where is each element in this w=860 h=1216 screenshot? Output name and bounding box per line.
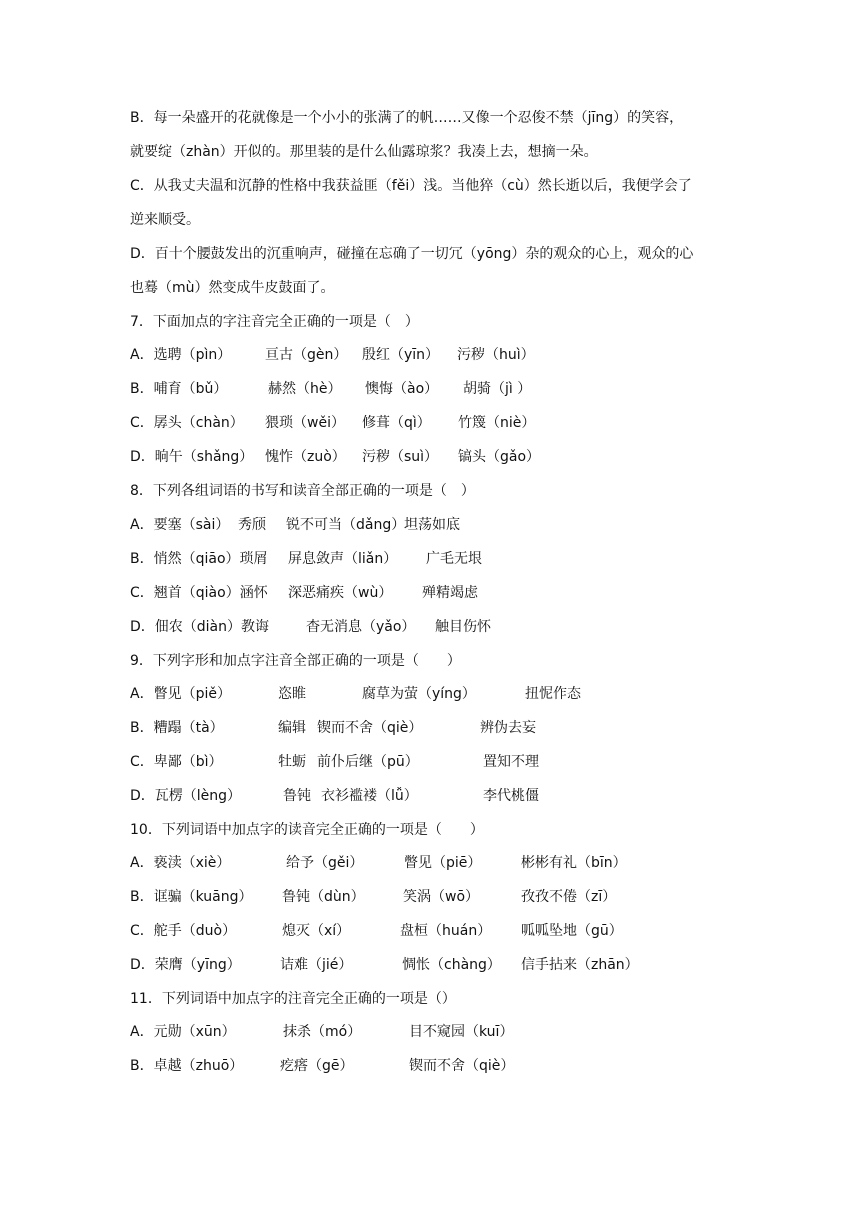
option-cell: D．佃农（diàn）教诲 [130,619,270,635]
q6-option-d-line1: D．百十个腰鼓发出的沉重响声，碰撞在忘确了一切冗（yōng）杂的观众的心上，观众的心 [130,246,694,262]
q11-title: 11．下列词语中加点字的注音完全正确的一项是（） [130,991,456,1007]
option-cell: 修葺（qì） [362,415,431,431]
q6-option-c-line2: 逆来顺受。 [130,212,200,228]
option-cell: 置知不理 [483,754,539,770]
option-cell: D．荣膺（yīng） [130,957,241,973]
option-cell: 惆怅（chàng） [402,957,501,973]
q11-option-a [130,1022,770,1042]
q10-option-d [130,955,770,975]
option-cell: 竹篾（niè） [458,415,536,431]
q8-title: 8．下列各组词语的书写和读音全部正确的一项是（ ） [130,483,475,499]
q11-option-b [130,1056,770,1076]
q7-option-d [130,447,770,467]
q8-option-d [130,617,770,637]
q9-option-c [130,752,770,772]
option-cell: B．哺育（bǔ） [130,381,228,397]
q7-option-c [130,413,770,433]
q8-option-b [130,549,770,569]
option-cell: 殚精竭虑 [422,585,478,601]
option-cell: 诘难（jié） [280,957,353,973]
option-cell: D．晌午（shǎng） [130,449,254,465]
option-cell: B．诓骗（kuāng） [130,889,253,905]
q9-option-d [130,786,770,806]
option-cell: 信手拈来（zhān） [521,957,639,973]
option-cell: 鲁钝 [283,788,311,804]
option-cell: 给予（gěi） [286,855,364,871]
option-cell: 熄灭（xí） [282,923,351,939]
q9-option-a [130,684,770,704]
option-cell: 愧怍（zuò） [265,449,346,465]
q6-option-d-line2: 也蓦（mù）然变成牛皮鼓面了。 [130,280,335,296]
option-cell: D．瓦楞（lèng） [130,788,242,804]
option-cell: 牡蛎 [278,754,306,770]
option-cell: 镐头（gǎo） [458,449,541,465]
option-cell: 衣衫褴褛（lǚ） [321,788,418,804]
option-cell: 触目伤怀 [435,619,491,635]
q10-option-b [130,887,770,907]
option-cell: 亘古（gèn） [265,347,348,363]
option-cell: B．悄然（qiāo）琐屑 [130,551,268,567]
option-cell: A．要塞（sài） [130,517,230,533]
option-cell: 编辑 [278,720,306,736]
option-cell: 猥琐（wěi） [265,415,345,431]
option-cell: 抹杀（mó） [283,1024,362,1040]
option-cell: 坦荡如底 [404,517,460,533]
option-cell: 李代桃僵 [483,788,539,804]
option-cell: 盘桓（huán） [400,923,492,939]
option-cell: B．糟蹋（tà） [130,720,224,736]
option-cell: 彬彬有礼（bīn） [521,855,627,871]
option-cell: 疙瘩（gē） [280,1058,354,1074]
option-cell: 呱呱坠地（gū） [521,923,623,939]
q10-option-a [130,853,770,873]
option-cell: 恣睢 [278,686,306,702]
q8-option-a [130,515,770,535]
option-cell: 目不窥园（kuī） [409,1024,514,1040]
option-cell: C．卑鄙（bì） [130,754,223,770]
option-cell: C．孱头（chàn） [130,415,244,431]
option-cell: 锲而不舍（qiè） [317,720,423,736]
q6-option-c-line1: C．从我丈夫温和沉静的性格中我获益匪（fěi）浅。当他猝（cù）然长逝以后，我便学会了 [130,178,692,194]
option-cell: 广毛无垠 [426,551,482,567]
option-cell: 污秽（suì） [362,449,439,465]
option-cell: 污秽（huì） [457,347,535,363]
q6-option-b-line2: 就要绽（zhàn）开似的。那里装的是什么仙露琼浆？我凑上去，想摘一朵。 [130,144,598,160]
option-cell: A．瞥见（piě） [130,686,231,702]
option-cell: 殷红（yīn） [362,347,440,363]
option-cell: 孜孜不倦（zī） [521,889,617,905]
option-cell: A．选聘（pìn） [130,347,232,363]
option-cell: 辨伪去妄 [480,720,536,736]
option-cell: 腐草为萤（yíng） [362,686,476,702]
q7-title: 7．下面加点的字注音完全正确的一项是（ ） [130,314,419,330]
q10-option-c [130,921,770,941]
q10-title: 10．下列词语中加点字的读音完全正确的一项是（ ） [130,822,484,838]
q8-option-c [130,583,770,603]
option-cell: A．亵渎（xiè） [130,855,231,871]
option-cell: B．卓越（zhuō） [130,1058,244,1074]
option-cell: 屏息敛声（liǎn） [288,551,398,567]
option-cell: 前仆后继（pū） [317,754,419,770]
option-cell: 胡骑（jì ） [463,381,532,397]
option-cell: 锐不可当（dǎng） [286,517,406,533]
q6-option-b-line1: B．每一朵盛开的花就像是一个小小的张满了的帆……又像一个忍俊不禁（jīng）的笑容， [130,110,684,126]
option-cell: 秀颀 [238,517,266,533]
option-cell: 笑涡（wō） [403,889,480,905]
q9-option-b [130,718,770,738]
option-cell: 赫然（hè） [268,381,342,397]
option-cell: 瞥见（piē） [404,855,482,871]
q7-option-b [130,379,770,399]
option-cell: 锲而不舍（qiè） [409,1058,515,1074]
option-cell: 深恶痛疾（wù） [288,585,393,601]
option-cell: 鲁钝（dùn） [282,889,365,905]
q9-title: 9．下列字形和加点字注音全部正确的一项是（ ） [130,653,461,669]
option-cell: 扭怩作态 [525,686,581,702]
option-cell: C．舵手（duò） [130,923,237,939]
option-cell: C．翘首（qiào）涵怀 [130,585,268,601]
q7-option-a [130,345,770,365]
option-cell: 杳无消息（yǎo） [306,619,416,635]
option-cell: A．元勋（xūn） [130,1024,236,1040]
option-cell: 懊悔（ào） [365,381,439,397]
